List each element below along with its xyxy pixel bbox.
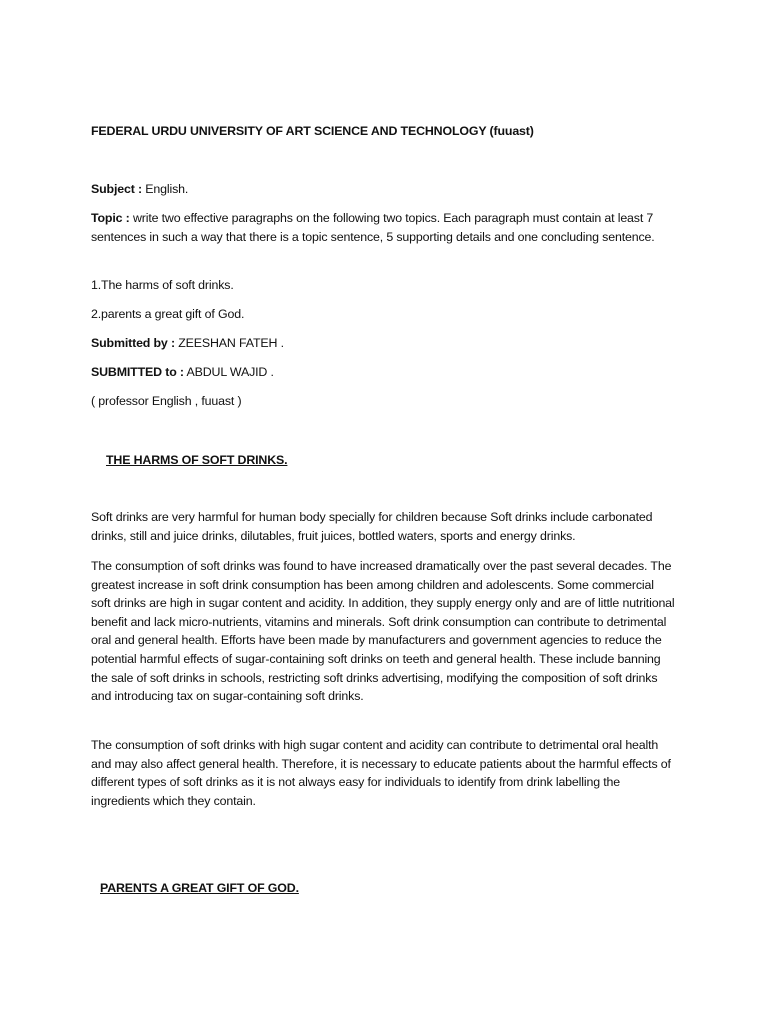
section-2-heading: PARENTS A GREAT GIFT OF GOD.	[100, 881, 299, 895]
section-1-paragraph-2: The consumption of soft drinks was found to have increased dramatically over the past several decades. The greatest increase in soft drink consumption has been among children and adolescents. Some commercial soft drinks are high in sugar content and acidity. In addition, they supply energy only and are of little nutritional benefit and lack micro-nutrients, vitamins and minerals. Soft drink consumption can contribute to detrimental oral and general health. Efforts have been made by manufacturers and government agencies to reduce the potential harmful effects of sugar-containing soft drinks on teeth and general health. These include banning the sale of soft drinks in schools, restricting soft drinks advertising, modifying the composition of soft drinks and introducing tax on sugar-containing soft drinks.	[91, 559, 675, 704]
subject-label: Subject :	[91, 182, 142, 196]
topic-label: Topic :	[91, 211, 130, 225]
section-1-paragraph-3: The consumption of soft drinks with high sugar content and acidity can contribute to detrimental oral health and may also affect general health. Therefore, it is necessary to educate patients about the harmful effects of different types of soft drinks as it is not always easy for individuals to identify from drink labelling the ingredients which they contain.	[91, 738, 671, 808]
university-title: FEDERAL URDU UNIVERSITY OF ART SCIENCE AND TECHNOLOGY (fuuast)	[91, 124, 534, 138]
subject-line	[91, 180, 188, 199]
submitted-by-line	[91, 334, 284, 353]
submitted-by-value: ZEESHAN FATEH .	[178, 336, 284, 350]
submitted-to-label: SUBMITTED to :	[91, 365, 184, 379]
section-1-paragraph-1: Soft drinks are very harmful for human body specially for children because Soft drinks include carbonated drinks, still and juice drinks, dilutables, fruit juices, bottled waters, sports and energy drinks.	[91, 510, 653, 543]
topic-item-2: 2.parents a great gift of God.	[91, 307, 245, 321]
topic-item-1: 1.The harms of soft drinks.	[91, 278, 234, 292]
subject-value: English.	[145, 182, 189, 196]
topic-value: write two effective paragraphs on the following two topics. Each paragraph must contain at least 7 sentences in such a way that there is a topic sentence, 5 supporting details and one concluding sentence.	[91, 211, 655, 244]
professor-note: ( professor English , fuuast )	[91, 394, 242, 408]
topic-paragraph	[91, 209, 676, 246]
submitted-to-value: ABDUL WAJID .	[186, 365, 274, 379]
submitted-to-line	[91, 363, 274, 382]
submitted-by-label: Submitted by :	[91, 336, 175, 350]
section-1-heading: THE HARMS OF SOFT DRINKS.	[106, 453, 288, 467]
